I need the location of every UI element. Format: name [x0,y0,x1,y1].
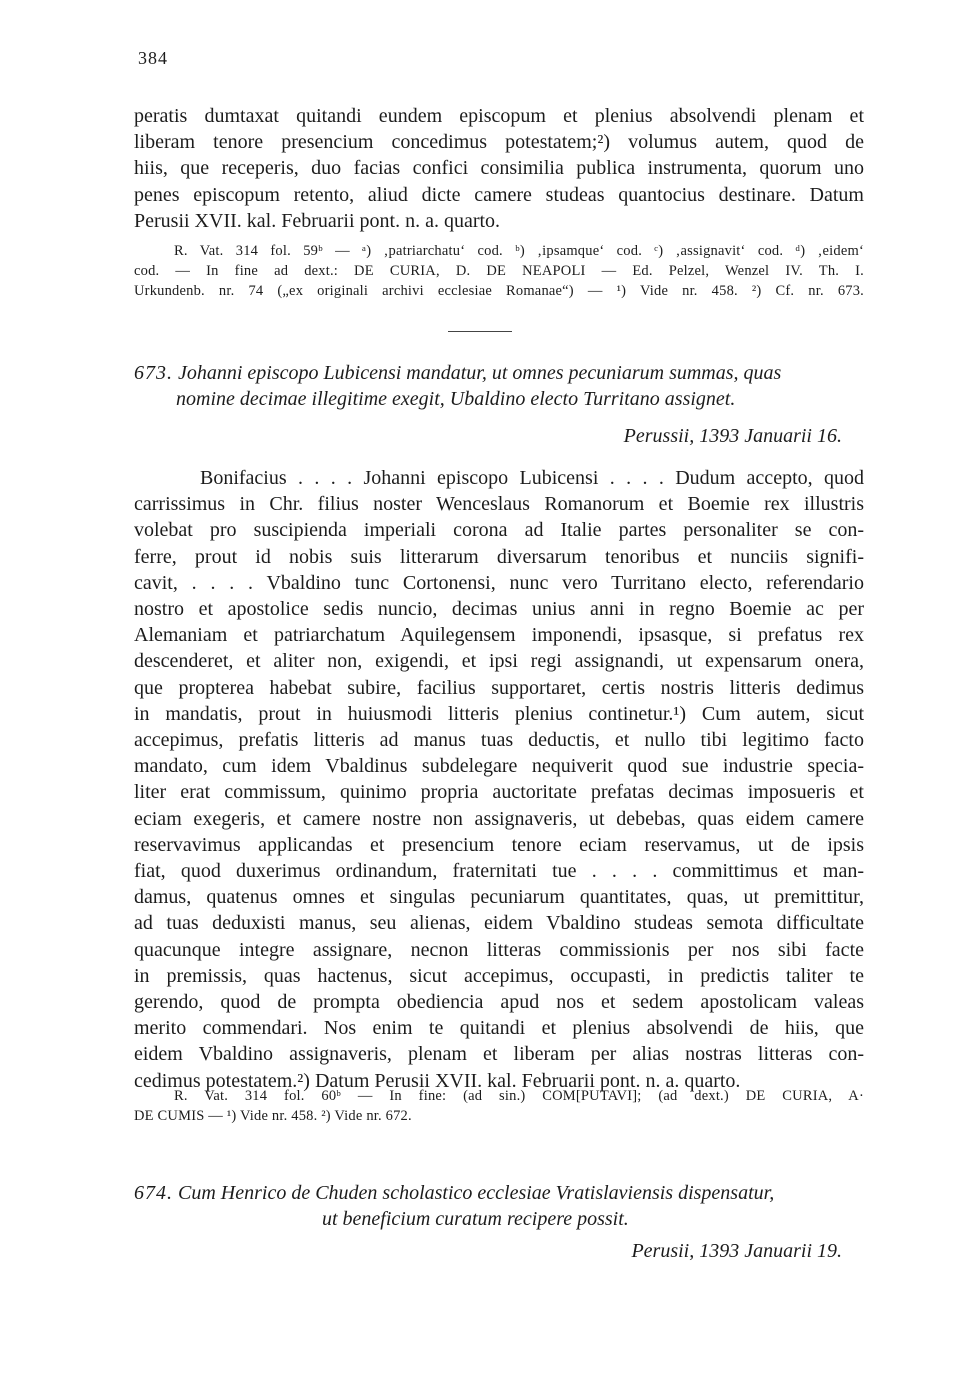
doc-674-date: Perusii, 1393 Januarii 19. [631,1240,842,1262]
doc-673-date: Perussii, 1393 Januarii 16. [623,425,842,447]
text-line: in premissis, quas hactenus, sicut accepimus, occupasti, in predictis taliter te [134,964,864,987]
page-number: 384 [138,48,168,68]
note-line: DE CUMIS — ¹) Vide nr. 458. ²) Vide nr. 672. [134,1108,412,1124]
text-line: accepimus, prefatis litteris ad manus tuas deductis, et nullo tibi legitimo facto [134,729,864,752]
note-line: cod. — In fine ad dext.: DE CURIA, D. DE NEAPOLI — Ed. Pelzel, Wenzel IV. Th. I. [134,263,864,279]
text-line: damus, quatenus omnes et singulas pecuniarum quantitates, quas, ut premittitur, [134,886,864,909]
heading-line: Johanni episcopo Lubicensi mandatur, ut omnes pecuniarum summas, quas [178,362,782,384]
heading-line: Cum Henrico de Chuden scholastico ecclesiae Vratislaviensis dispensatur, [178,1182,775,1204]
text-line: Alemaniam et patriarchatum Aquilegensem imponendi, ipsasque, si prefatus rex [134,624,864,647]
text-line: cavit, . . . . Vbaldino tunc Cortonensi, nunc vero Turritano electo, referendario [134,571,864,594]
text-line: cedimus potestatem.²) Datum Perusii XVII. kal. Februarii pont. n. a. quarto. [134,1069,741,1092]
text-line: liberam tenore presencium concedimus potestatem;²) volumus autem, quod de [134,131,864,154]
note-line: R. Vat. 314 fol. 59ᵇ — ᵃ) ‚patriarchatu‘ cod. ᵇ) ‚ipsamque‘ cod. ᶜ) ‚assignavit‘ cod. ᵈ) ‚eidem‘ [174,243,864,259]
continuation-text [134,103,864,234]
text-line: quacunque integre assignare, necnon litteras commissionis per nos sibi facte [134,938,864,961]
text-line: reservavimus applicandas et presencium tenore eciam reservamus, ut de ipsis [134,833,864,856]
text-line: liter erat commissum, quinimo propria auctoritate prefatas decimas imposueris et [134,781,864,804]
text-line: peratis dumtaxat quitandi eundem episcopum et plenius absolvendi plenam et [134,105,864,127]
text-line: penes episcopum retento, aliud dicte camere studeas quantocius destinare. Datum [134,183,864,206]
text-line: eciam exegeris, et camere nostre non assignaveris, ut debebas, quas eidem camere [134,807,864,830]
doc-674-heading [134,1180,864,1232]
section-divider [448,331,512,332]
notes-673 [134,1086,864,1126]
text-line: Perusii XVII. kal. Februarii pont. n. a. quarto. [134,209,501,232]
text-line: merito commendari. Nos enim te quitandi et plenius absolvendi de hiis, que [134,1017,864,1040]
notes-672 [134,241,864,301]
text-line: que propterea habebat subire, facilius supportaret, certis nostris litteris dedimus [134,676,864,699]
note-line: Urkundenb. nr. 74 („ex originali archivi ecclesiae Romanae“) — ¹) Vide nr. 458. ²) Cf. nr. 673. [134,283,864,299]
text-line: fiat, quod duxerimus ordinandum, fraternitati tue . . . . committimus et man- [134,860,864,883]
doc-number: 673. [134,362,173,384]
text-line: in mandatis, prout in huiusmodi litteris plenius continetur.¹) Cum autem, sicut [134,702,864,725]
text-line: ferre, prout id nobis suis litterarum diversarum tenoribus et nunciis signifi- [134,545,864,568]
text-line: gerendo, quod de prompta obediencia apud nos et sedem apostolicam valeas [134,991,864,1014]
heading-line: nomine decimae illegitime exegit, Ubaldino electo Turritano assignet. [176,388,736,410]
doc-673-body [134,465,864,1094]
text-line: ad tuas deduxisti manus, seu alienas, eidem Vbaldino studeas semota difficultate [134,912,864,935]
text-line: nostro et apostolice sedis nuncio, decimas unius anni in regno Boemie ac per [134,598,864,621]
text-line: descenderet, et aliter non, exigendi, et ipsi regi assignandi, ut expensarum onera, [134,650,864,673]
text-line: Bonifacius . . . . Johanni episcopo Lubicensi . . . . Dudum accepto, quod [200,467,864,489]
text-line: volebat pro suscipienda imperiali corona ad Italie partes personaliter se con- [134,519,864,542]
text-line: hiis, que receperis, duo facias confici consimilia publica instrumenta, quorum uno [134,157,864,180]
doc-number: 674. [134,1182,173,1204]
note-line: R. Vat. 314 fol. 60ᵇ — In fine: (ad sin.) COM[PUTAVI]; (ad dext.) DE CURIA, A· [174,1088,864,1104]
text-line: carrissimus in Chr. filius noster Wenceslaus Romanorum et Boemie rex illustris [134,493,864,516]
text-line: eidem Vbaldino assignaveris, plenam et liberam per alias nostras litteras con- [134,1043,864,1066]
text-line: mandato, cum idem Vbaldinus subdelegare nequiverit quod sue industrie specia- [134,755,864,778]
doc-673-heading [134,360,864,412]
heading-line: ut beneficium curatum recipere possit. [322,1208,629,1230]
